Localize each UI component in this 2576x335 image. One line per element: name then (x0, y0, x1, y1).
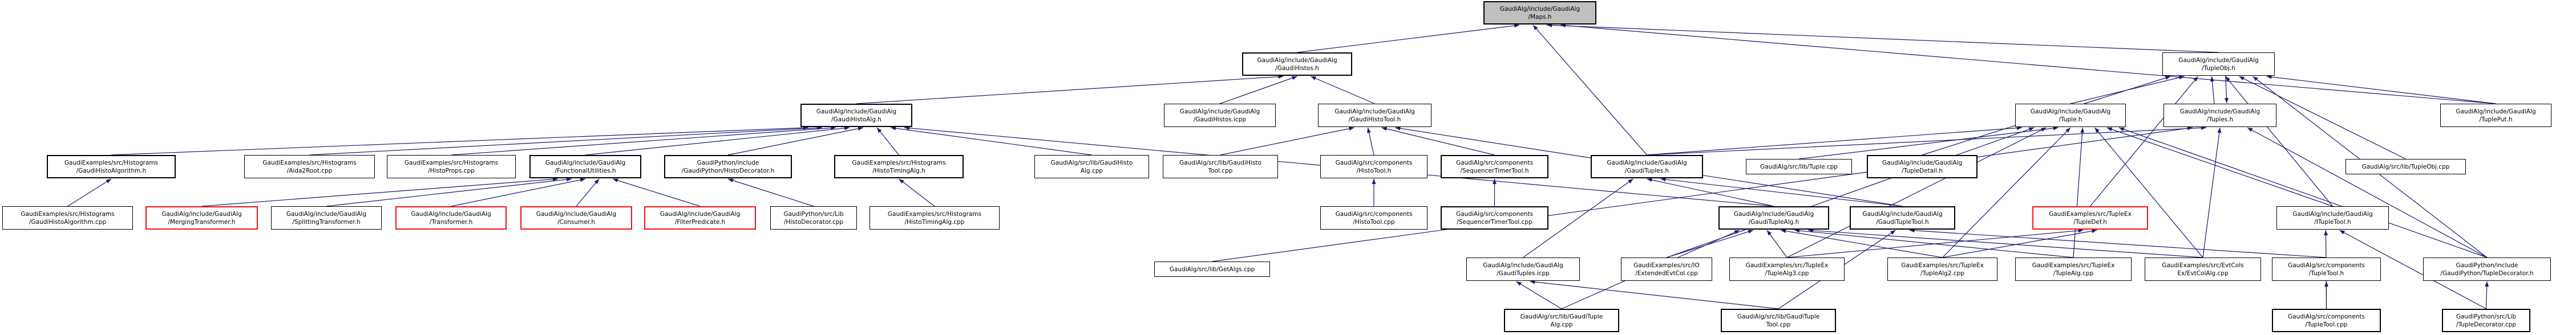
graph-node-tupleobj-cpp[interactable] (2346, 159, 2466, 174)
graph-node-tuple-cpp[interactable] (1746, 159, 1852, 174)
graph-node-label: GaudiAlg/include/GaudiAlg (161, 210, 242, 218)
graph-node-label: GaudiPython/src/Lib (2456, 313, 2517, 320)
graph-node-label: /Tuple.h (2059, 116, 2082, 123)
graph-node-label: GaudiAlg/include/GaudiAlg (2456, 108, 2536, 115)
graph-node-label: /MergingTransformer.h (168, 218, 236, 226)
graph-node-consumer-h[interactable] (520, 206, 632, 230)
graph-node-label: GaudiPython/include (2456, 262, 2518, 269)
graph-node-tuples-h[interactable] (2163, 104, 2276, 127)
graph-node-gaudituples-icpp[interactable] (1466, 258, 1580, 281)
graph-node-tuplealg2-cpp[interactable] (1887, 258, 1997, 281)
graph-node-label: /HistoTool.h (1356, 167, 1392, 174)
graph-node-label: GaudiExamples/src/EvtCols (2162, 262, 2244, 269)
include-edge-tupledecorator-cpp-to-tupledecorator-h (2486, 281, 2488, 309)
graph-node-splittingtransformer-h[interactable] (271, 206, 382, 230)
graph-node-label: /SequencerTimerTool.h (1460, 167, 1529, 174)
graph-node-label: GaudiExamples/src/TupleEx (1745, 262, 1829, 269)
graph-node-evtcolalg-cpp[interactable] (2145, 258, 2261, 281)
graph-node-label: GaudiAlg/include/GaudiAlg (1179, 108, 1260, 115)
graph-node-label: GaudiAlg/include/GaudiAlg (2030, 108, 2111, 115)
graph-node-label: /TupleObj.h (2202, 64, 2235, 72)
include-edge-histotool-h-to-gaudihistotool-h (1368, 128, 1374, 155)
graph-node-label: Alg.cpp (1550, 321, 1573, 328)
graph-node-gauditupletool-cpp[interactable] (1721, 309, 1836, 332)
graph-node-label: /GaudiHistoTool.h (1348, 116, 1401, 123)
graph-node-label: /Tuples.h (2206, 116, 2234, 123)
graph-node-label: Tool.cpp (1766, 321, 1791, 328)
graph-node-transformer-h[interactable] (395, 206, 507, 230)
graph-node-label: /GaudiHistoAlgorithm.h (76, 167, 147, 174)
include-edge-tupleobj-h-to-maps-h (1547, 25, 2219, 52)
graph-node-gaudihistoalgorithm-h[interactable] (47, 155, 176, 178)
graph-node-label: GaudiAlg/src/lib/GaudiTuple (1737, 313, 1820, 320)
graph-node-label: GaudiExamples/src/TupleEx (2049, 210, 2132, 218)
include-edge-gaudihistos-h-to-maps-h (1297, 25, 1520, 52)
graph-node-label: /SplittingTransformer.h (292, 218, 361, 226)
graph-node-label: GaudiAlg/include/GaudiAlg (286, 210, 367, 218)
graph-node-label: /TuplePut.h (2479, 116, 2513, 123)
graph-node-label: GaudiAlg/include/GaudiAlg (1499, 5, 1580, 13)
graph-node-label: GaudiPython/src/Lib (783, 210, 844, 218)
include-edge-tuple-cpp-to-tuple-h (1799, 128, 2059, 159)
graph-node-maps-h[interactable] (1483, 1, 1596, 24)
graph-node-histotool-h[interactable] (1320, 155, 1427, 178)
include-edge-gauditupletool-cpp-to-gaudituples-icpp (1530, 281, 1779, 309)
graph-node-label: /GaudiTuples.icpp (1497, 269, 1550, 277)
graph-node-gaudihistotool-cpp[interactable] (1163, 155, 1278, 178)
graph-node-label: GaudiExamples/src/Histograms (404, 159, 499, 166)
graph-node-label: /FunctionalUtilities.h (555, 167, 616, 174)
graph-node-label: GaudiPython/include (697, 159, 759, 166)
graph-node-label: Ex/EvtColAlg.cpp (2177, 269, 2229, 277)
include-edge-tupleobj-h-to-tuples-h (2226, 76, 2227, 103)
graph-node-label: /ExtendedEvtCol.cpp (1635, 269, 1698, 277)
include-edge-tuplealg3-cpp-to-gaudituplealg-h (1767, 230, 1787, 258)
include-edge-gaudihistoalgorithm-cpp-to-gaudihistoalgorithm-h (68, 179, 112, 206)
include-edge-evtcolalg-cpp-to-tuple-h (2095, 128, 2203, 258)
include-edge-gaudituples-h-to-maps-h (1533, 25, 1647, 155)
graph-node-label: /HistoProps.cpp (428, 167, 475, 174)
include-edge-histoprops-cpp-to-gaudihistoalg-h (451, 128, 836, 155)
graph-node-aida2root-cpp[interactable] (244, 155, 375, 178)
include-edge-gaudihistotool-cpp-to-gaudihistotool-h (1220, 128, 1354, 155)
graph-node-label: GaudiAlg/src/components (1456, 159, 1533, 166)
graph-node-label: GaudiExamples/src/Histograms (887, 210, 982, 218)
include-edge-transformer-h-to-functionalutilities-h (451, 179, 586, 206)
graph-node-tupletool-cpp[interactable] (2272, 309, 2381, 332)
graph-node-label: GaudiAlg/include/GaudiAlg (1607, 159, 1687, 166)
graph-node-label: GaudiAlg/src/components (1335, 159, 1413, 166)
include-edge-gaudituplealg-cpp-to-gaudituples-icpp (1517, 281, 1562, 309)
graph-node-label: GaudiExamples/src/Histograms (852, 159, 946, 166)
graph-node-tuple-h[interactable] (2015, 104, 2126, 127)
graph-node-label: GaudiExamples/src/Histograms (64, 159, 159, 166)
graph-node-tupledecorator-h[interactable] (2423, 258, 2551, 281)
include-edge-gaudituplealg-h-to-gaudituples-h (1647, 179, 1774, 206)
graph-node-label: /GaudiHistos.h (1275, 64, 1319, 72)
graph-node-label: GaudiAlg/include/GaudiAlg (2179, 108, 2260, 115)
graph-node-gaudituplealg-h[interactable] (1718, 206, 1829, 230)
graph-node-label: /GaudiTupleTool.h (1876, 218, 1929, 226)
include-edge-aida2root-cpp-to-gaudihistoalg-h (310, 128, 823, 155)
include-edge-filterpredicate-h-to-functionalutilities-h (613, 179, 700, 206)
graph-node-label: GaudiAlg/include/GaudiAlg (2292, 210, 2373, 218)
graph-node-label: /Consumer.h (557, 218, 596, 226)
include-edge-splittingtransformer-h-to-functionalutilities-h (326, 179, 572, 206)
include-edge-gaudihistoalg-h-to-gaudihistos-h (856, 76, 1284, 104)
graph-node-filterpredicate-h[interactable] (644, 206, 756, 230)
graph-node-label: GaudiAlg/include/GaudiAlg (1862, 210, 1943, 218)
graph-node-tuplealg-cpp[interactable] (2015, 258, 2132, 281)
graph-node-label: /GaudiTupleAlg.h (1748, 218, 1799, 226)
graph-node-label: GaudiAlg/src/lib/GaudiHisto (1179, 159, 1261, 166)
graph-node-label: GaudiAlg/src/components (1335, 210, 1413, 218)
include-edge-evtcolalg-cpp-to-gaudituplealg-h (1808, 230, 2203, 258)
graph-node-label: /TupleAlg.cpp (2053, 269, 2094, 277)
graph-node-histotool-cpp[interactable] (1320, 206, 1427, 230)
include-edge-gaudihistotool-h-to-gaudihistos-h (1311, 76, 1375, 104)
include-edge-gaudituples-h-to-tuples-h (1647, 128, 2207, 155)
graph-node-extendedevtcol-cpp[interactable] (1621, 258, 1712, 281)
include-edge-functionalutilities-h-to-gaudihistoalg-h (585, 128, 850, 155)
graph-node-histotimingalg-h[interactable] (834, 155, 964, 178)
graph-node-label: GaudiAlg/include/GaudiAlg (545, 159, 626, 166)
graph-node-label: GaudiAlg/include/GaudiAlg (2178, 56, 2259, 64)
graph-node-label: Alg.cpp (1080, 167, 1103, 174)
graph-node-label: /GaudiHistos.icpp (1194, 116, 1246, 123)
graph-node-label: GaudiAlg/src/lib/Tuple.cpp (1760, 163, 1838, 170)
graph-node-label: /Aida2Root.cpp (286, 167, 333, 174)
graph-node-label: /Maps.h (1528, 13, 1552, 21)
graph-node-tuplealg3-cpp[interactable] (1729, 258, 1845, 281)
include-edge-extendedevtcol-cpp-to-gaudituplealg-h (1667, 230, 1753, 258)
graph-node-label: GaudiAlg/include/GaudiAlg (1483, 262, 1563, 269)
include-edge-histodecorator-cpp-to-histodecorator-h (728, 179, 814, 206)
include-edge-tuples-h-to-tupleobj-h (2212, 76, 2215, 104)
graph-node-label: GaudiAlg/src/components (1456, 210, 1533, 218)
graph-node-tupleobj-h[interactable] (2162, 52, 2275, 76)
graph-node-label: Tool.cpp (1208, 167, 1233, 174)
include-edge-itupletool-h-to-tuple-h (2107, 128, 2333, 206)
include-edge-gauditupletool-h-to-gaudituples-h (1661, 179, 1903, 206)
graph-node-gauditupletool-h[interactable] (1850, 206, 1955, 230)
graph-node-tupletool-h[interactable] (2272, 258, 2381, 281)
graph-node-mergingtransformer-h[interactable] (145, 206, 258, 230)
graph-node-gaudihistoalg-cpp[interactable] (1034, 155, 1149, 178)
include-edge-evtcolalg-cpp-to-tuples-h (2203, 128, 2220, 258)
include-edge-histotimingalg-h-to-gaudihistoalg-h (877, 128, 899, 155)
graph-node-itupletool-h[interactable] (2276, 206, 2389, 230)
graph-node-label: GaudiAlg/include/GaudiAlg (536, 210, 617, 218)
graph-node-label: GaudiAlg/src/lib/GaudiTuple (1520, 313, 1603, 320)
include-edge-tupletool-h-to-gauditupletool-h (1910, 230, 2327, 258)
graph-node-label: GaudiExamples/src/Histograms (262, 159, 357, 166)
graph-node-label: /GaudiPython/HistoDecorator.h (681, 167, 775, 174)
graph-node-label: /TupleDef.h (2073, 218, 2107, 226)
include-edge-tupleput-h-to-maps-h (1560, 25, 2496, 104)
graph-node-sequencertimertool-cpp[interactable] (1441, 206, 1548, 230)
graph-node-label: /TupleTool.h (2308, 269, 2344, 277)
graph-node-label: GaudiAlg/src/components (2288, 262, 2365, 269)
graph-node-histoprops-cpp[interactable] (387, 155, 516, 178)
graph-node-gaudihistos-icpp[interactable] (1164, 104, 1276, 127)
include-edge-tuplealg3-cpp-to-tupledef-h (1787, 230, 2084, 258)
include-edge-consumer-h-to-functionalutilities-h (576, 179, 599, 206)
graph-node-label: /GaudiTuples.h (1624, 167, 1669, 174)
include-edge-gaudihistos-icpp-to-gaudihistos-h (1220, 76, 1297, 104)
graph-node-label: /Transformer.h (429, 218, 473, 226)
graph-node-label: GaudiAlg/include/GaudiAlg (411, 210, 491, 218)
graph-node-label: GaudiExamples/src/TupleEx (1901, 262, 1984, 269)
graph-node-label: GaudiExamples/src/TupleEx (2032, 262, 2115, 269)
include-edge-tuplealg-cpp-to-tuple-h (2073, 128, 2082, 258)
include-edge-tupledecorator-h-to-tuples-h (2247, 128, 2487, 258)
graph-node-gaudihistos-h[interactable] (1242, 52, 1352, 76)
graph-node-histotimingalg-cpp[interactable] (870, 206, 1000, 230)
graph-node-label: GaudiAlg/include/GaudiAlg (1882, 159, 1963, 166)
graph-node-label: /SequencerTimerTool.cpp (1457, 218, 1532, 226)
graph-node-label: GaudiAlg/include/GaudiAlg (816, 108, 897, 115)
graph-node-label: GaudiAlg/include/GaudiAlg (1257, 56, 1337, 64)
graph-node-histodecorator-cpp[interactable] (770, 206, 857, 230)
graph-node-tupledetail-h[interactable] (1867, 155, 1978, 178)
include-edge-gaudihistoalg-cpp-to-gaudihistoalg-h (891, 128, 1092, 155)
graph-node-label: /GaudiHistoAlgorithm.cpp (29, 218, 107, 226)
include-edge-mergingtransformer-h-to-functionalutilities-h (202, 179, 559, 206)
graph-node-sequencertimertool-h[interactable] (1441, 155, 1548, 178)
include-edge-histotimingalg-cpp-to-histotimingalg-h (899, 179, 935, 206)
graph-node-label: /HistoDecorator.cpp (783, 218, 844, 226)
graph-node-label: /HistoTool.cpp (1353, 218, 1395, 226)
graph-node-gaudihistotool-h[interactable] (1318, 104, 1431, 127)
graph-node-label: GaudiExamples/src/IO (1633, 262, 1700, 269)
graph-node-label: GaudiAlg/src/lib/GetAlgs.cpp (1169, 265, 1255, 273)
graph-node-label: GaudiAlg/src/lib/GaudiHisto (1050, 159, 1133, 166)
graph-node-histodecorator-h[interactable] (664, 155, 792, 178)
graph-node-label: /HistoTimingAlg.h (872, 167, 925, 174)
graph-node-label: /GaudiPython/TupleDecorator.h (2440, 269, 2534, 277)
graph-node-label: /FilterPredicate.h (674, 218, 726, 226)
graph-node-tupledef-h[interactable] (2032, 206, 2148, 230)
graph-node-label: /ITupleTool.h (2314, 218, 2351, 226)
graph-node-getalgs-cpp[interactable] (1154, 262, 1270, 277)
graph-node-label: /HistoTimingAlg.cpp (904, 218, 965, 226)
include-edge-gaudihistoalgorithm-h-to-gaudihistoalg-h (111, 128, 808, 155)
graph-node-gaudituples-h[interactable] (1591, 155, 1703, 178)
graph-node-label: /TupleTool.cpp (2305, 321, 2348, 328)
include-edge-tupleput-h-to-tupleobj-h (2267, 76, 2496, 104)
graph-node-gaudihistoalg-h[interactable] (800, 104, 912, 127)
graph-node-label: GaudiAlg/include/GaudiAlg (1733, 210, 1814, 218)
graph-node-label: GaudiAlg/include/GaudiAlg (1334, 108, 1415, 115)
include-edge-getalgs-cpp-to-tuples-h (1212, 128, 2193, 262)
graph-node-gaudituplealg-cpp[interactable] (1504, 309, 1619, 332)
graph-node-label: GaudiAlg/src/components (2288, 313, 2365, 320)
graph-node-functionalutilities-h[interactable] (529, 155, 641, 178)
graph-node-label: /TupleAlg2.cpp (1920, 269, 1964, 277)
graph-node-label: /GaudiHistoAlg.h (831, 116, 881, 123)
graph-node-label: /TupleDecorator.cpp (2456, 321, 2516, 328)
graph-node-tupleput-h[interactable] (2440, 104, 2551, 127)
include-edge-tupledecorator-h-to-tuple-h (2119, 128, 2487, 258)
graph-node-label: GaudiAlg/include/GaudiAlg (660, 210, 741, 218)
include-edge-sequencertimertool-h-to-gaudihistotool-h (1382, 128, 1495, 155)
graph-node-label: GaudiExamples/src/Histograms (21, 210, 115, 218)
graph-node-label: GaudiAlg/src/lib/TupleObj.cpp (2361, 163, 2450, 170)
graph-node-label: /TupleDetail.h (1902, 167, 1943, 174)
graph-node-label: /TupleAlg3.cpp (1765, 269, 1809, 277)
graph-node-gaudihistoalgorithm-cpp[interactable] (2, 206, 133, 230)
graph-node-tupledecorator-cpp[interactable] (2442, 309, 2530, 332)
